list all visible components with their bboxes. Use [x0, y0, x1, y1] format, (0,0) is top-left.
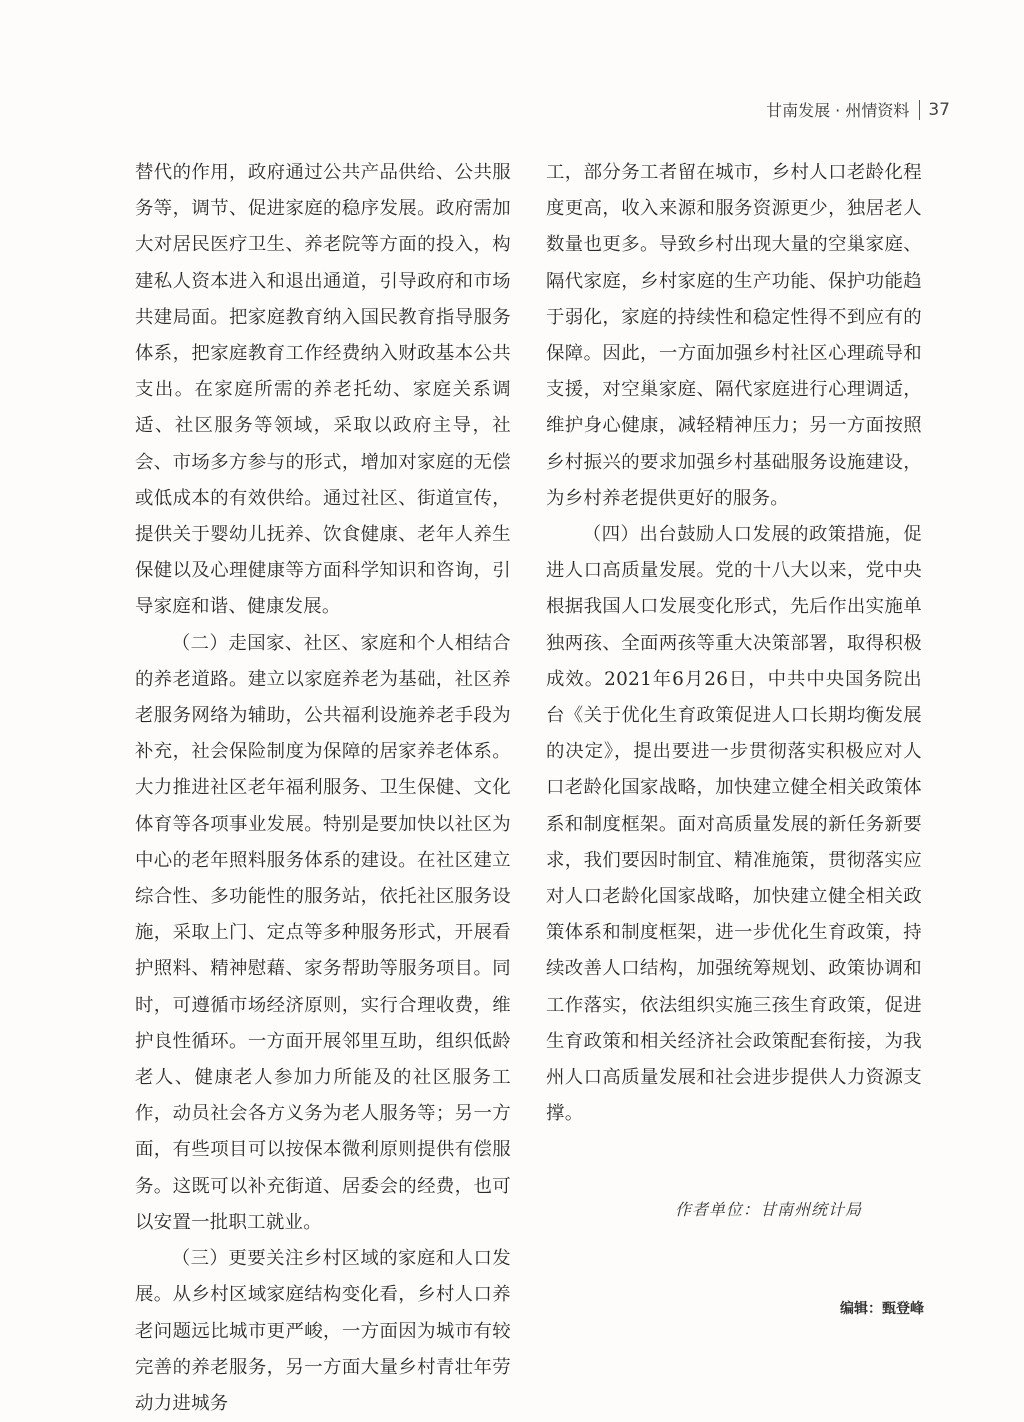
header-divider: [919, 100, 920, 120]
running-header: [766, 98, 950, 121]
paragraph-section-3: （三）更要关注乡村区域的家庭和人口发展。从乡村区域家庭结构变化看，乡村人口养老问题远比城市更严峻，一方面因为城市有较完善的养老服务，另一方面大量乡村青壮年劳动力进城务: [135, 1248, 511, 1414]
paragraph: 工，部分务工者留在城市，乡村人口老龄化程度更高，收入来源和服务资源更少，独居老人数量也更多。导致乡村出现大量的空巢家庭、隔代家庭，乡村家庭的生产功能、保护功能趋于弱化，家庭的持续性和稳定性得不到应有的保障。因此，一方面加强乡村社区心理疏导和支援，对空巢家庭、隔代家庭进行心理调适，维护身心健康，减轻精神压力；另一方面按照乡村振兴的要求加强乡村基础服务设施建设，为乡村养老提供更好的服务。: [546, 162, 922, 509]
journal-title: 甘南发展 · 州情资料: [766, 101, 910, 120]
left-column: [135, 155, 511, 1422]
editor-credit: 编辑：甄登峰: [840, 1301, 924, 1317]
author-affiliation: 作者单位：甘南州统计局: [675, 1200, 863, 1219]
page-number: 37: [928, 99, 950, 120]
paragraph: 替代的作用，政府通过公共产品供给、公共服务等，调节、促进家庭的稳序发展。政府需加大对居民医疗卫生、养老院等方面的投入，构建私人资本进入和退出通道，引导政府和市场共建局面。把家庭教育纳入国民教育指导服务体系，把家庭教育工作经费纳入财政基本公共支出。在家庭所需的养老托幼、家庭关系调适、社区服务等领域，采取以政府主导，社会、市场多方参与的形式，增加对家庭的无偿或低成本的有效供给。通过社区、街道宣传，提供关于婴幼儿抚养、饮食健康、老年人养生保健以及心理健康等方面科学知识和咨询，引导家庭和谐、健康发展。: [135, 162, 511, 618]
right-column: [546, 155, 922, 1132]
paragraph-section-4: （四）出台鼓励人口发展的政策措施，促进人口高质量发展。党的十八大以来，党中央根据我国人口发展变化形式，先后作出实施单独两孩、全面两孩等重大决策部署，取得积极成效。2021年6月26日，中共中央国务院出台《关于优化生育政策促进人口长期均衡发展的决定》，提出要进一步贯彻落实积极应对人口老龄化国家战略，加快建立健全相关政策体系和制度框架。面对高质量发展的新任务新要求，我们要因时制宜、精准施策，贯彻落实应对人口老龄化国家战略，加快建立健全相关政策体系和制度框架，进一步优化生育政策，持续改善人口结构，加强统筹规划、政策协调和工作落实，依法组织实施三孩生育政策，促进生育政策和相关经济社会政策配套衔接，为我州人口高质量发展和社会进步提供人力资源支撑。: [546, 524, 922, 1125]
paragraph-section-2: （二）走国家、社区、家庭和个人相结合的养老道路。建立以家庭养老为基础，社区养老服务网络为辅助，公共福利设施养老手段为补充，社会保险制度为保障的居家养老体系。大力推进社区老年福利服务、卫生保健、文化体育等各项事业发展。特别是要加快以社区为中心的老年照料服务体系的建设。在社区建立综合性、多功能性的服务站，依托社区服务设施，采取上门、定点等多种服务形式，开展看护照料、精神慰藉、家务帮助等服务项目。同时，可遵循市场经济原则，实行合理收费，维护良性循环。一方面开展邻里互助，组织低龄老人、健康老人参加力所能及的社区服务工作，动员社会各方义务为老人服务等；另一方面，有些项目可以按保本微利原则提供有偿服务。这既可以补充街道、居委会的经费，也可以安置一批职工就业。: [135, 632, 511, 1233]
